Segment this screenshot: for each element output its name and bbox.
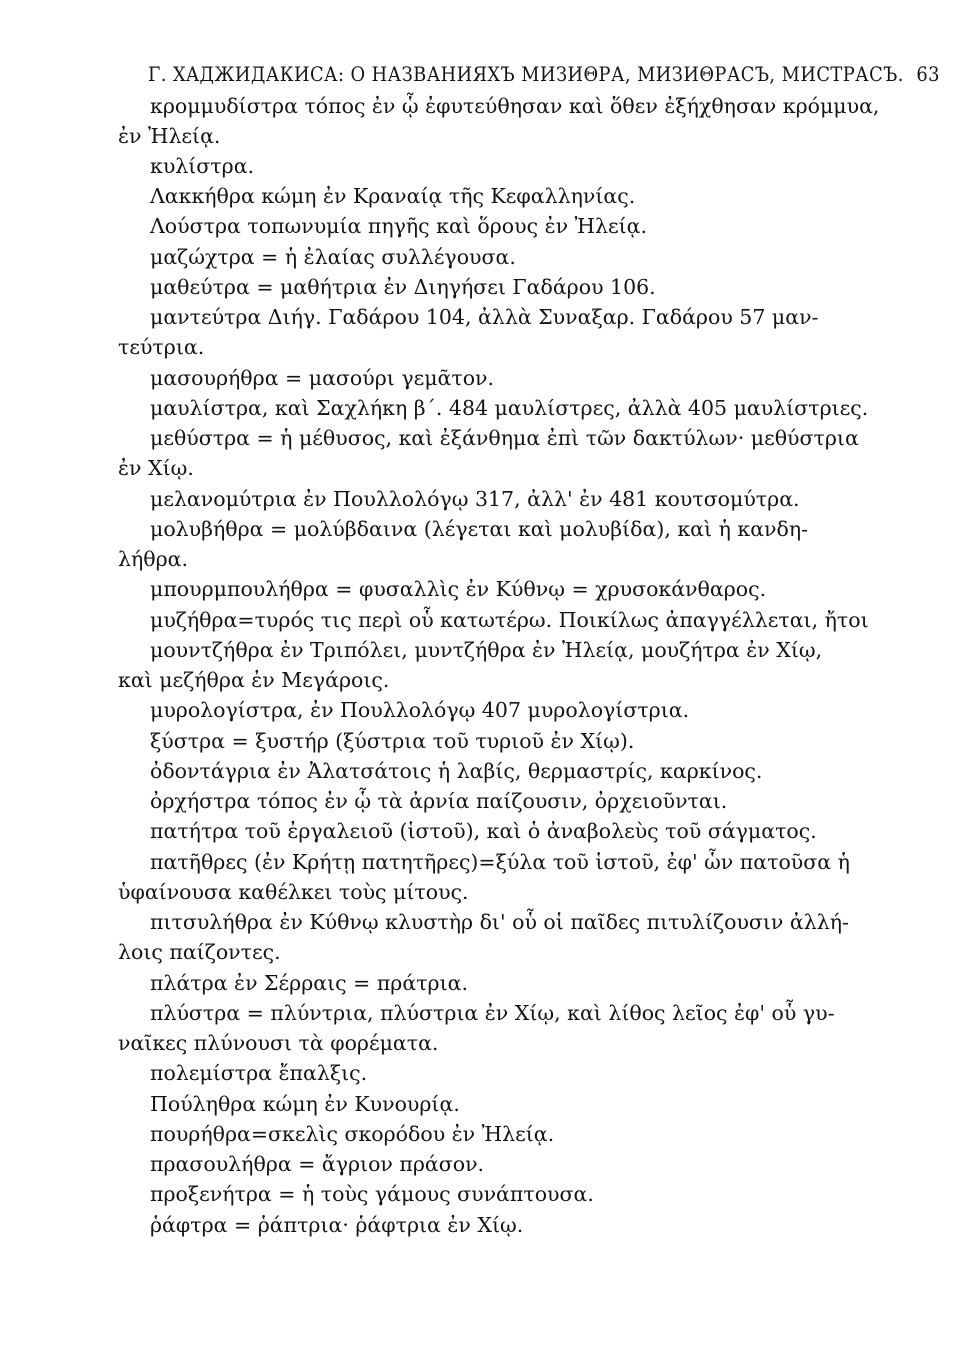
text-line: ναῖκες πλύνουσι τὰ φορέματα. [118,1031,439,1055]
text-line: μαθεύτρα = μαθήτρια ἐν Διηγήσει Γαδάρου 106. [150,275,656,299]
text-line: κυλίστρα. [150,154,255,178]
text-line: μπουρμπουλήθρα = φυσαλλὶς ἐν Κύθνῳ = χρυσοκάνθαρος. [150,577,767,601]
text-line: κρομμυδίστρα τόπος ἐν ᾧ ἐφυτεύθησαν καὶ ὅθεν ἐξήχθησαν κρόμμυα, [150,94,880,118]
text-line: μαζώχτρα = ἡ ἐλαίας συλλέγουσα. [150,245,516,269]
text-line: καὶ μεζήθρα ἐν Μεγάροις. [118,668,390,692]
text-line: μεθύστρα = ἡ μέθυσος, καὶ ἐξάνθημα ἐπὶ τῶν δακτύλων· μεθύστρια [150,426,859,450]
text-line: πρασουλήθρα = ἄγριον πράσον. [150,1152,485,1176]
text-line: ὀρχήστρα τόπος ἐν ᾧ τὰ ἀρνία παίζουσιν, ὀρχειοῦνται. [150,789,728,813]
running-header [148,62,940,86]
text-line: πουρήθρα=σκελὶς σκορόδου ἐν Ἠλείᾳ. [150,1122,555,1146]
text-line: ἐν Ἠλείᾳ. [118,124,221,148]
text-line: ἐν Χίῳ. [118,456,194,480]
text-line: μολυβήθρα = μολύβδαινα (λέγεται καὶ μολυβίδα), καὶ ἡ κανδη- [150,517,809,541]
text-line: λήθρα. [118,547,189,571]
text-line: ῥάφτρα = ῥάπτρια· ῥάφτρια ἐν Χίῳ. [150,1213,524,1237]
text-line: πολεμίστρα ἔπαλξις. [150,1061,368,1085]
text-line: ὀδοντάγρια ἐν Ἀλατσάτοις ἡ λαβίς, θερμαστρίς, καρκίνος. [150,759,763,783]
page-number: 63 [916,62,940,86]
text-line: πατήτρα τοῦ ἐργαλειοῦ (ἱστοῦ), καὶ ὁ ἀναβολεὺς τοῦ σάγματος. [150,819,817,843]
text-line: λοις παίζοντες. [118,940,281,964]
text-line: Λούστρα τοπωνυμία πηγῆς καὶ ὅρους ἐν Ἠλείᾳ. [150,214,648,238]
text-line: μαυλίστρα, καὶ Σαχλήκη β΄. 484 μαυλίστρες, ἀλλὰ 405 μαυλίστριες. [150,396,869,420]
text-line: ξύστρα = ξυστήρ (ξύστρια τοῦ τυριοῦ ἐν Χίῳ). [150,729,635,753]
text-line: μυζήθρα=τυρός τις περὶ οὗ κατωτέρω. Ποικίλως ἀπαγγέλλεται, ἤτοι [150,608,869,632]
text-line: πιτσυλήθρα ἐν Κύθνῳ κλυστὴρ δι' οὗ οἱ παῖδες πιτυλίζουσιν ἀλλή- [150,910,849,934]
text-line: προξενήτρα = ἡ τοὺς γάμους συνάπτουσα. [150,1182,594,1206]
text-line: ὑφαίνουσα καθέλκει τοὺς μίτους. [118,880,469,904]
text-line: μυρολογίστρα, ἐν Πουλλολόγῳ 407 μυρολογίστρια. [150,698,690,722]
text-line: μουντζήθρα ἐν Τριπόλει, μυντζήθρα ἐν Ἠλείᾳ, μουζήτρα ἐν Χίῳ, [150,638,823,662]
text-line: τεύτρια. [118,335,205,359]
text-line: πλύστρα = πλύντρια, πλύστρια ἐν Χίῳ, καὶ λίθος λεῖος ἐφ' οὗ γυ- [150,1001,835,1025]
running-title: Γ. ΧΑДЖИДАКИСА: О НАЗВАНИЯХЪ МИЗИΘРА, МИЗИΘРАСЪ, МИСТРАСЪ. [148,62,904,86]
text-line: Πούληθρα κώμη ἐν Κυνουρίᾳ. [150,1092,460,1116]
text-line: Λακκήθρα κώμη ἐν Κραναίᾳ τῆς Κεφαλληνίας. [150,184,636,208]
text-line: μαντεύτρα Διήγ. Γαδάρου 104, ἀλλὰ Συναξαρ. Γαδάρου 57 μαν- [150,305,819,329]
text-line: μασουρήθρα = μασούρι γεμᾶτον. [150,366,495,390]
text-line: μελανομύτρια ἐν Πουλλολόγῳ 317, ἀλλ' ἐν 481 κουτσομύτρα. [150,487,800,511]
text-line: πατῆθρες (ἐν Κρήτῃ πατητῆρες)=ξύλα τοῦ ἱστοῦ, ἐφ' ὧν πατοῦσα ἡ [150,850,850,874]
text-line: πλάτρα ἐν Σέρραις = πράτρια. [150,971,468,995]
